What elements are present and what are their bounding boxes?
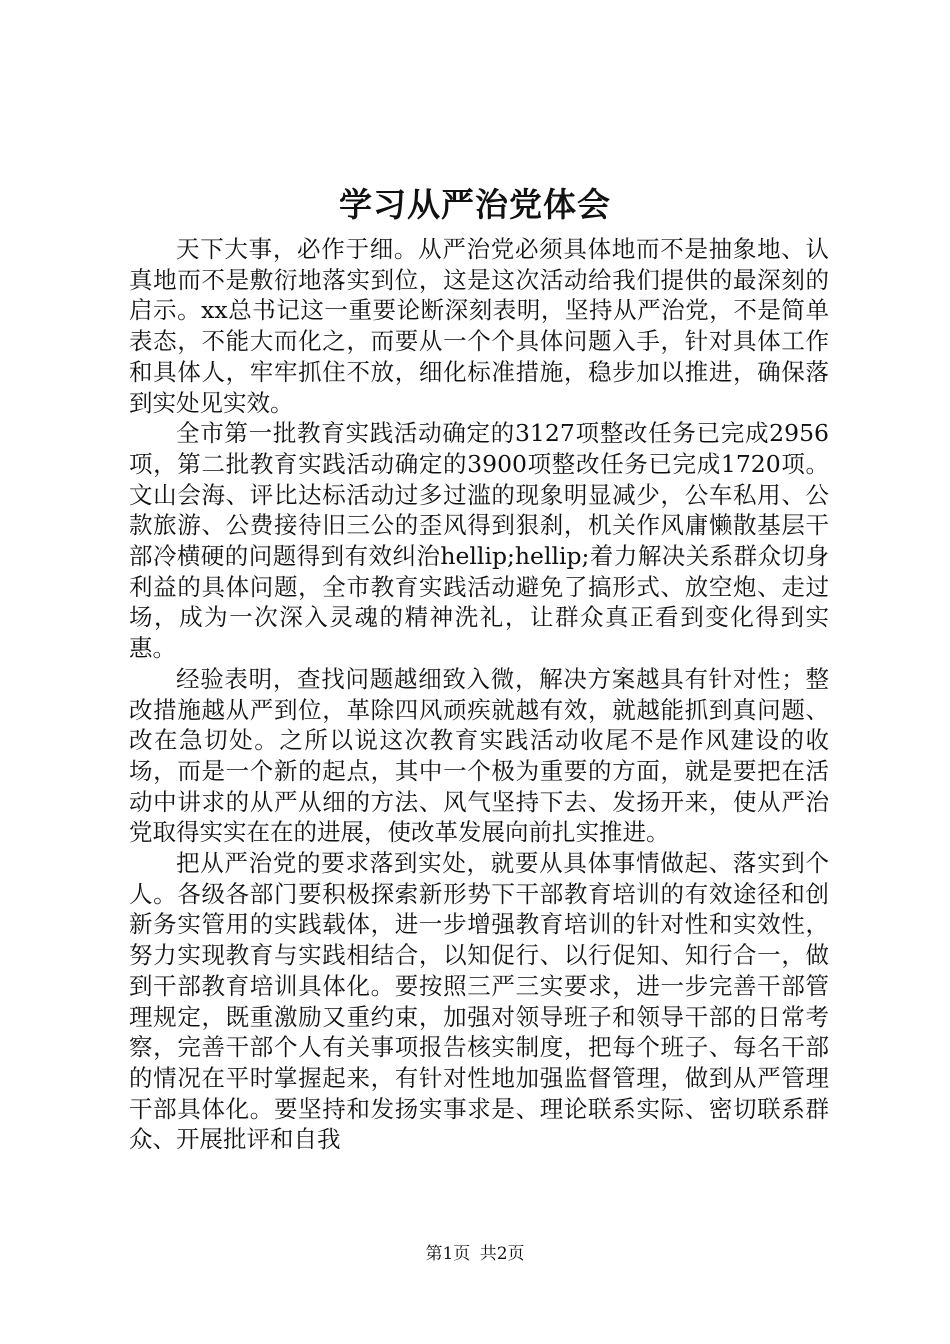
page-number-current: 第1页 <box>425 1244 471 1264</box>
document-body <box>129 234 829 1155</box>
paragraph-2: 全市第一批教育实践活动确定的3127项整改任务已完成2956项，第二批教育实践活动确定的3900项整改任务已完成1720项。文山会海、评比达标活动过多过滥的现象明显减少，公车私用、公款旅游、公费接待旧三公的歪风得到狠刹，机关作风庸懒散基层干部冷横硬的问题得到有效纠治hellip;hellip;着力解决关系群众切身利益的具体问题，全市教育实践活动避免了搞形式、放空炮、走过场，成为一次深入灵魂的精神洗礼，让群众真正看到变化得到实惠。 <box>129 419 829 663</box>
paragraph-4: 把从严治党的要求落到实处，就要从具体事情做起、落实到个人。各级各部门要积极探索新形势下干部教育培训的有效途径和创新务实管用的实践载体，进一步增强教育培训的针对性和实效性，努力实现教育与实践相结合，以知促行、以行促知、知行合一，做到干部教育培训具体化。要按照三严三实要求，进一步完善干部管理规定，既重激励又重约束，加强对领导班子和领导干部的日常考察，完善干部个人有关事项报告核实制度，把每个班子、每名干部的情况在平时掌握起来，有针对性地加强监督管理，做到从严管理干部具体化。要坚持和发扬实事求是、理论联系实际、密切联系群众、开展批评和自我 <box>129 849 829 1154</box>
page-footer <box>0 1242 950 1266</box>
page-number-total: 共2页 <box>479 1244 525 1264</box>
document-title: 学习从严治党体会 <box>339 185 611 224</box>
paragraph-1: 天下大事，必作于细。从严治党必须具体地而不是抽象地、认真地而不是敷衍地落实到位，这是这次活动给我们提供的最深刻的启示。xx总书记这一重要论断深刻表明，坚持从严治党，不是简单表态，不能大而化之，而要从一个个具体问题入手，针对具体工作和具体人，牢牢抓住不放，细化标准措施，稳步加以推进，确保落到实处见实效。 <box>129 235 829 417</box>
paragraph-3: 经验表明，查找问题越细致入微，解决方案越具有针对性；整改措施越从严到位，革除四风顽疾就越有效，就越能抓到真问题、改在急切处。之所以说这次教育实践活动收尾不是作风建设的收场，而是一个新的起点，其中一个极为重要的方面，就是要把在活动中讲求的从严从细的方法、风气坚持下去、发扬开来，使从严治党取得实实在在的进展，使改革发展向前扎实推进。 <box>129 664 829 847</box>
